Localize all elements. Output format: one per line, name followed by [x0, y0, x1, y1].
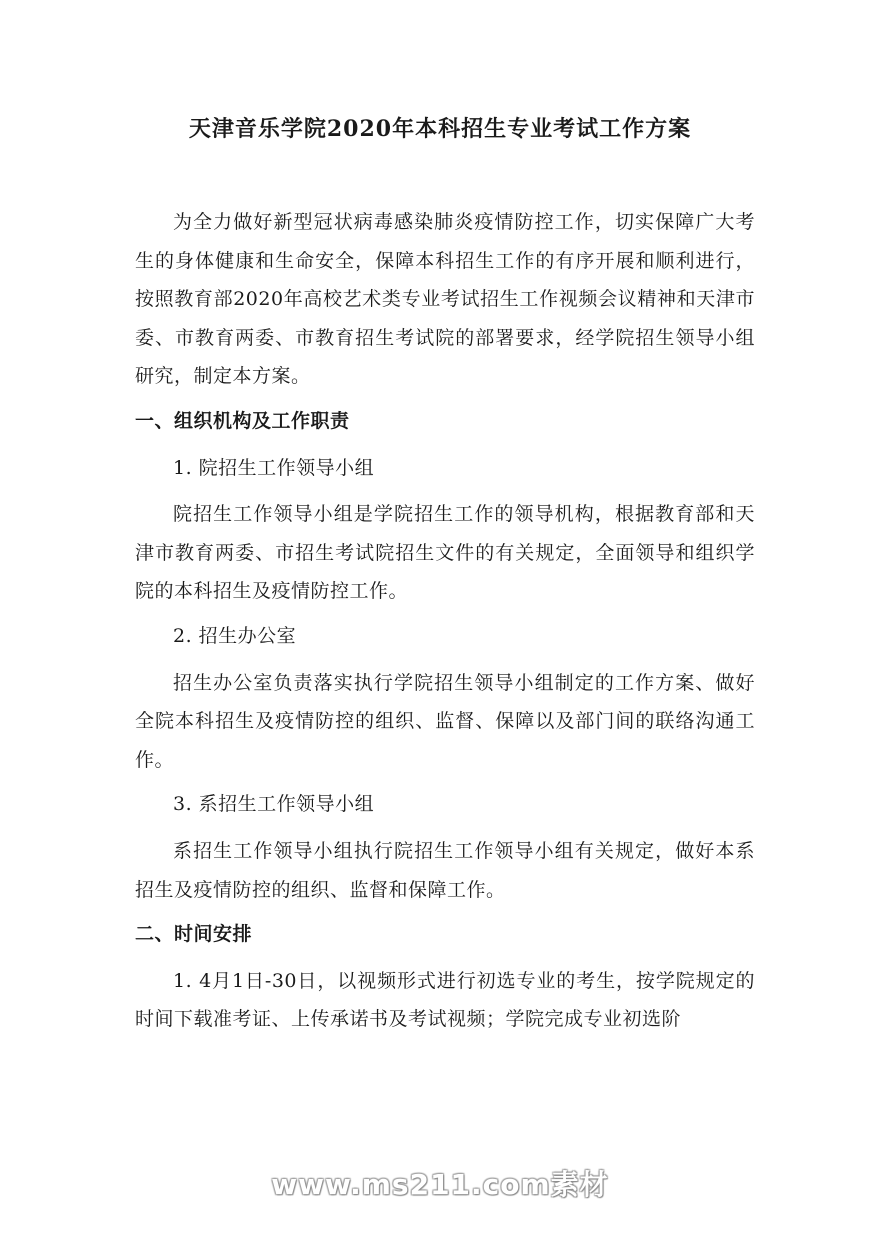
document-title: 天津音乐学院2020年本科招生专业考试工作方案 [188, 116, 692, 142]
subsection-heading-admissions-office: 2. 招生办公室 [173, 624, 297, 647]
section-heading-organization: 一、组织机构及工作职责 [135, 409, 350, 432]
paragraph-admissions-office: 招生办公室负责落实执行学院招生领导小组制定的工作方案、做好全院本科招生及疫情防控的组织、监督、保障以及部门间的联络沟通工作。 [135, 671, 755, 771]
section-heading-schedule: 二、时间安排 [135, 923, 253, 946]
paragraph-intro: 为全力做好新型冠状病毒感染肺炎疫情防控工作，切实保障广大考生的身体健康和生命安全，保障本科招生工作的有序开展和顺利进行，按照教育部2020年高校艺术类专业考试招生工作视频会议精神和天津市委、市教育两委、市教育招生考试院的部署要求，经学院招生领导小组研究，制定本方案。 [135, 211, 755, 388]
subsection-heading-department-group: 3. 系招生工作领导小组 [173, 793, 375, 816]
paragraph-department-group: 系招生工作领导小组执行院招生工作领导小组有关规定，做好本系招生及疫情防控的组织、监督和保障工作。 [135, 839, 755, 901]
document-body [135, 203, 755, 1045]
paragraph-leadership-group: 院招生工作领导小组是学院招生工作的领导机构，根据教育部和天津市教育两委、市招生考试院招生文件的有关规定，全面领导和组织学院的本科招生及疫情防控工作。 [135, 503, 755, 603]
subsection-heading-leadership-group: 1. 院招生工作领导小组 [173, 456, 375, 479]
watermark: www.ms211.com素材 [271, 1168, 609, 1201]
paragraph-schedule-1: 1. 4月1日-30日，以视频形式进行初选专业的考生，按学院规定的时间下载准考证、上传承诺书及考试视频；学院完成专业初选阶 [135, 969, 755, 1031]
